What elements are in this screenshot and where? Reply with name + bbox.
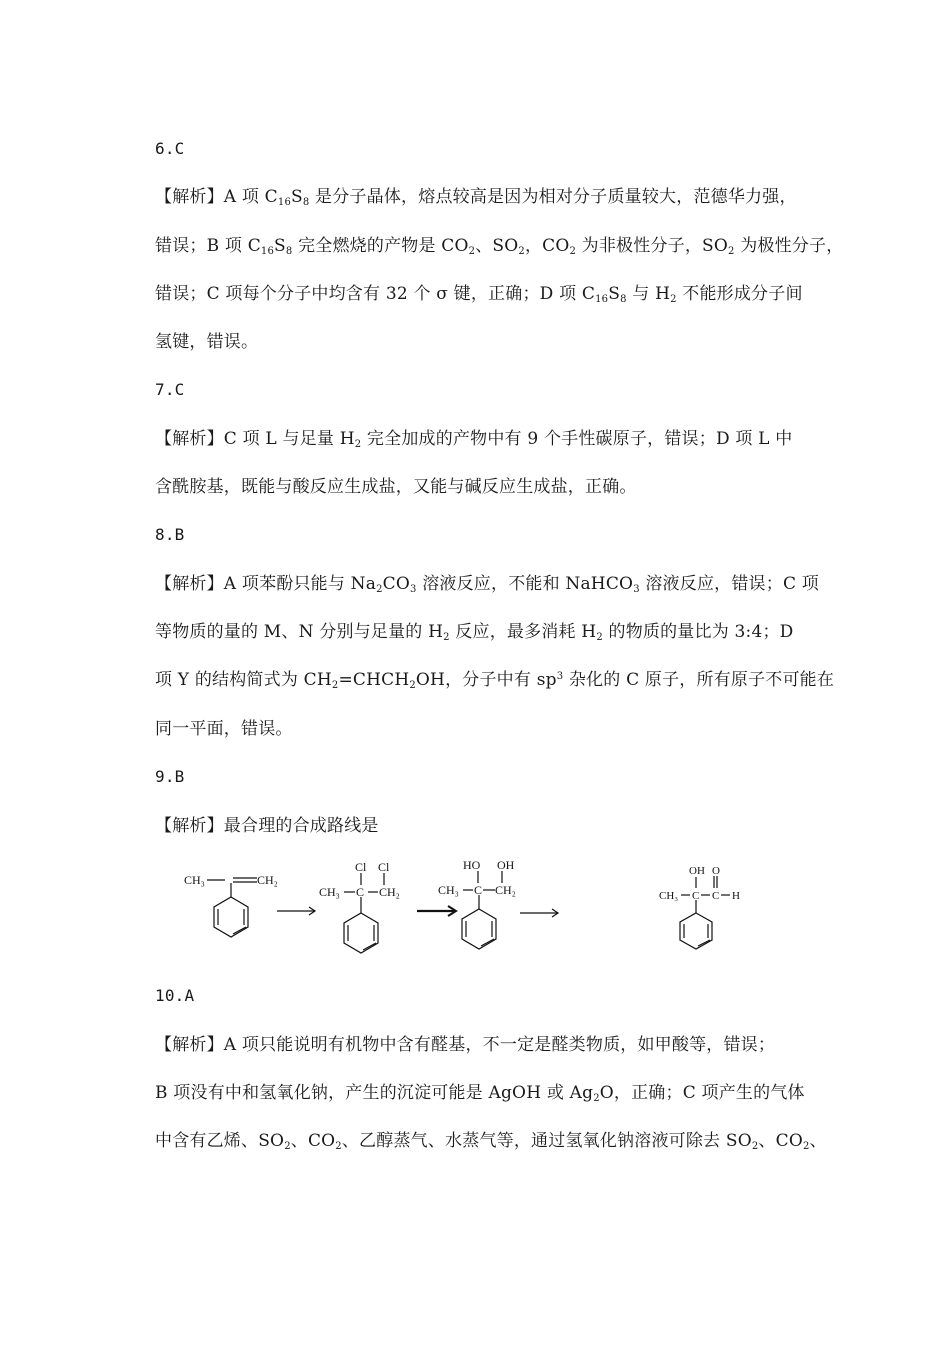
m4-oh-label: OH: [689, 865, 705, 877]
m1-ch3-label: CH₃: [184, 873, 205, 887]
explanation-10-line-1: 【解析】A 项只能说明有机物中含有醛基，不一定是醛类物质，如甲酸等，错误；: [155, 1035, 776, 1055]
m3-c-label: C: [474, 883, 483, 897]
explanation-6-line-1: 【解析】A 项 $C_{16}S_8$ 是分子晶体，熔点较高是因为相对分子质量较大，范德华力强，: [155, 187, 797, 208]
m4-o-label: O: [712, 865, 720, 877]
m1-ch2-label: CH₂: [257, 873, 278, 887]
explanation-8-line-2: 等物质的量的 M、N 分别与足量的 $H_2$ 反应，最多消耗 $H_2$ 的物质的量比为 3:4；D: [155, 622, 794, 643]
m3-ch2-label: CH₂: [495, 883, 516, 897]
answer-7: 7.C: [155, 380, 185, 399]
explanation-10-line-2: B 项没有中和氢氧化钠，产生的沉淀可能是 AgOH 或 $Ag_2O$，正确；C 项产生的气体: [155, 1083, 805, 1104]
answer-9: 9.B: [155, 767, 185, 786]
m4-h-label: H: [732, 890, 740, 902]
m4-c1-label: C: [692, 890, 700, 902]
explanation-7-line-1: 【解析】C 项 L 与足量 $H_2$ 完全加成的产物中有 9 个手性碳原子，错误；D 项 L 中: [155, 429, 793, 450]
m3-ch3-label: CH₃: [438, 883, 459, 897]
explanation-7-line-2: 含酰胺基，既能与酸反应生成盐，又能与碱反应生成盐，正确。: [155, 477, 637, 497]
explanation-9-line-1: 【解析】最合理的合成路线是: [155, 816, 379, 836]
m2-c-label: C: [356, 885, 365, 899]
m3-ho-label: HO: [463, 858, 481, 872]
explanation-8-line-1: 【解析】A 项苯酚只能与 $Na_2CO_3$ 溶液反应，不能和 NaHCO$_3$ 溶液反应，错误；C 项: [155, 574, 819, 595]
m4-ch3-label: CH₃: [659, 890, 679, 902]
answer-10: 10.A: [155, 986, 195, 1005]
explanation-6-line-3: 错误；C 项每个分子中均含有 32 个 σ 键，正确；D 项 $C_{16}S_8$ 与 $H_2$ 不能形成分子间: [155, 284, 803, 305]
answer-6: 6.C: [155, 139, 185, 158]
m4-c2-label: C: [712, 890, 720, 902]
m2-cl-b-label: Cl: [378, 860, 390, 874]
m2-cl-a-label: Cl: [355, 860, 367, 874]
explanation-6-line-4: 氢键，错误。: [155, 332, 259, 352]
explanation-8-line-4: 同一平面，错误。: [155, 719, 293, 739]
synthesis-route-scheme: [175, 855, 775, 975]
explanation-10-line-3: 中含有乙烯、$SO_2$、$CO_2$、乙醇蒸气、水蒸气等，通过氢氧化钠溶液可除去 $SO_2$、$CO_2$、: [155, 1131, 827, 1152]
explanation-6-line-2: 错误；B 项 $C_{16}S_8$ 完全燃烧的产物是 $CO_2$、$SO_2$，$CO_2$ 为非极性分子，$SO_2$ 为极性分子，: [155, 236, 844, 257]
answer-8: 8.B: [155, 525, 185, 544]
explanation-8-line-3: 项 Y 的结构简式为 $CH_2=CHCH_2OH$，分子中有 $sp^3$ 杂化的 C 原子，所有原子不可能在: [155, 670, 835, 691]
m3-oh-label: OH: [497, 858, 515, 872]
m2-ch2-label: CH₂: [379, 885, 400, 899]
m2-ch3-label: CH₃: [319, 885, 340, 899]
